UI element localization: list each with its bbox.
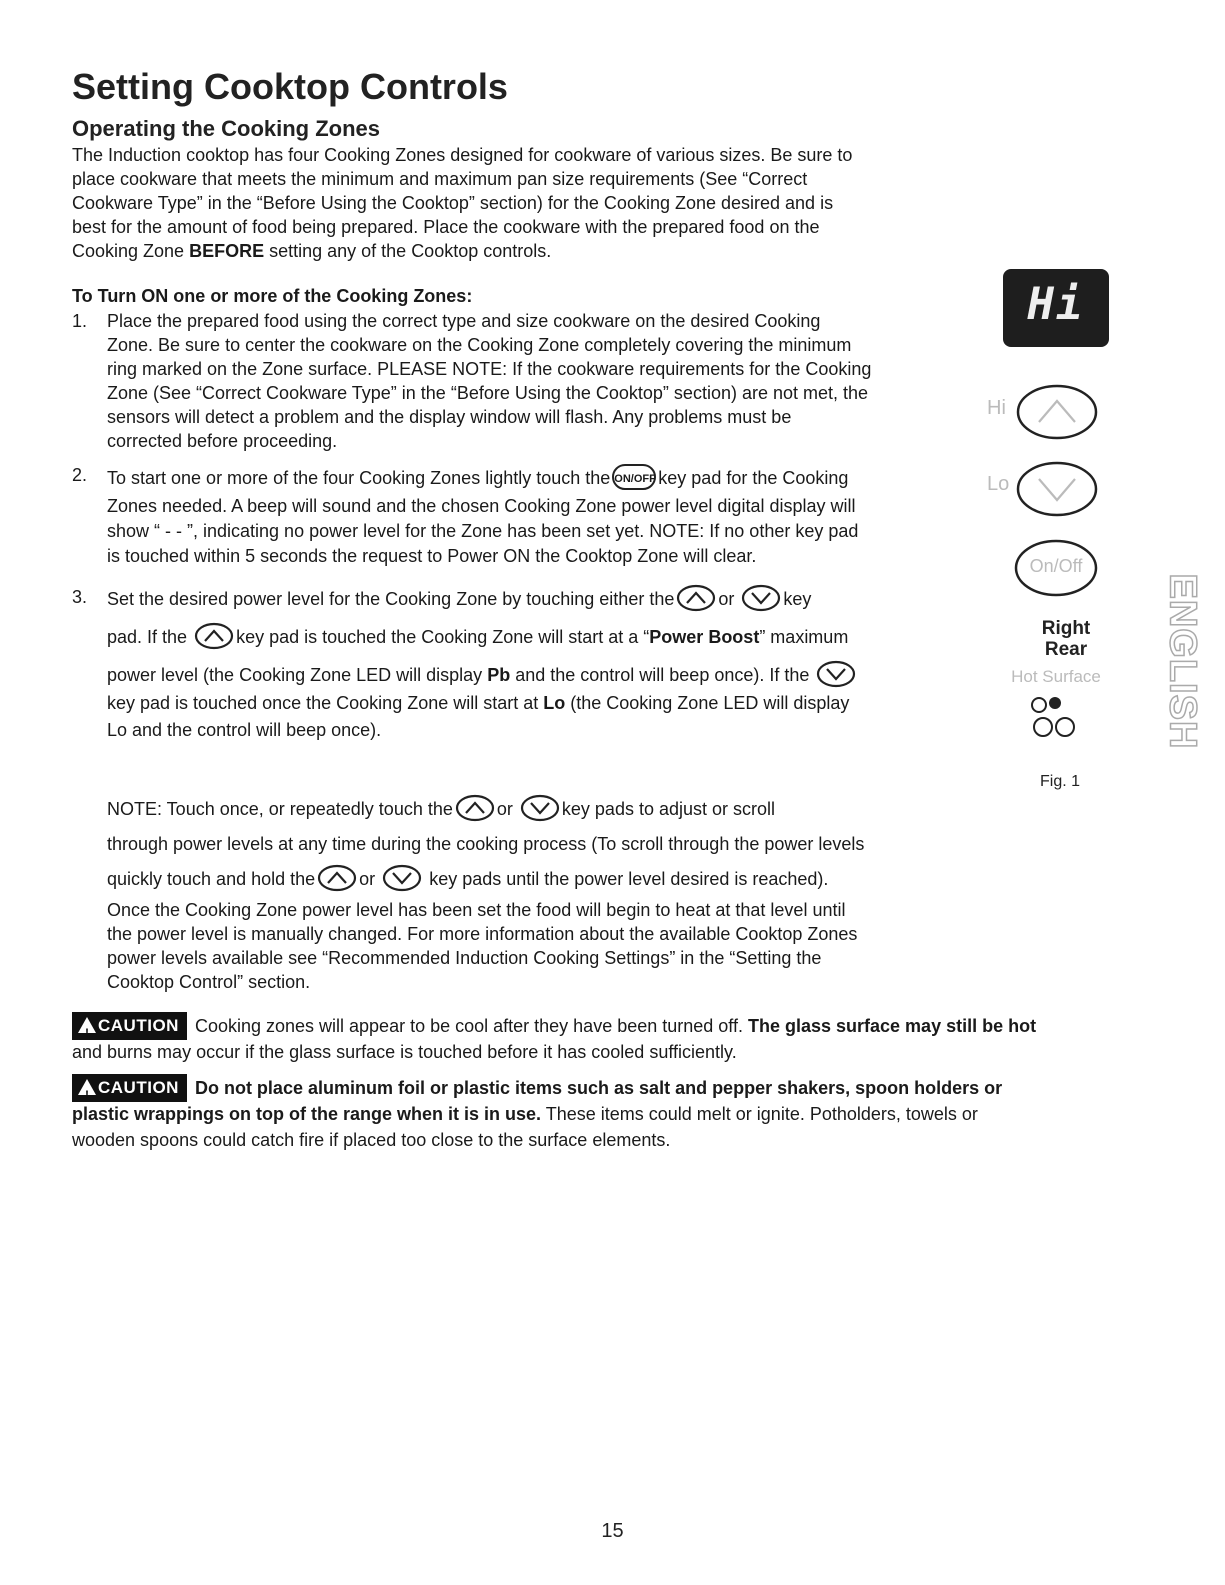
step-line: pad. If the key pad is touched the Cooking Zone will start at a “Power Boost” maximum bbox=[107, 618, 942, 656]
note-line: the power level is manually changed. For more information about the available Cooktop Zones bbox=[107, 924, 858, 944]
step-line: key pad is touched once the Cooking Zone will start at Lo (the Cooking Zone LED will display bbox=[107, 693, 850, 713]
zone-location-icon bbox=[1029, 693, 1077, 746]
down-arrow-key-icon bbox=[816, 660, 856, 688]
note-block bbox=[72, 790, 942, 990]
caution-badge: ! CAUTION bbox=[72, 1074, 187, 1102]
emphasis: The glass surface may still be hot bbox=[747, 1016, 1037, 1036]
display-readout: Hi bbox=[1027, 279, 1085, 330]
note-line: NOTE: Touch once, or repeatedly touch the or key pads to adjust or scroll bbox=[107, 790, 942, 828]
hi-label: Hi bbox=[987, 397, 1006, 419]
note-line: quickly touch and hold the or key pads until the power level desired is reached). bbox=[107, 860, 942, 898]
caution-line: plastic wrappings on top of the range when it is in use. These items could melt or ignite. Potholders, towels or bbox=[72, 1104, 978, 1124]
step-number: 3. bbox=[72, 587, 88, 607]
step-2 bbox=[72, 462, 942, 572]
hot-surface-label: Hot Surface bbox=[1011, 667, 1101, 686]
intro-line: Cooking Zone BEFORE setting any of the Cooktop controls. bbox=[72, 241, 552, 261]
caution-foil-plastic bbox=[72, 1075, 1152, 1153]
step-line: Zones needed. A beep will sound and the chosen Cooking Zone power level digital display will bbox=[107, 496, 856, 516]
figure-caption: Fig. 1 bbox=[1040, 773, 1081, 790]
down-arrow-button-icon bbox=[1015, 460, 1099, 523]
on-off-label: On/Off bbox=[1029, 556, 1083, 576]
zone-display bbox=[1003, 269, 1109, 347]
caution-line: wooden spoons could catch fire if placed too close to the surface elements. bbox=[72, 1130, 671, 1150]
page-number: 15 bbox=[601, 1520, 624, 1542]
emphasis: Pb bbox=[487, 665, 511, 685]
step-line: corrected before proceeding. bbox=[107, 431, 338, 451]
step-line: ring marked on the Zone surface. PLEASE NOTE: If the cookware requirements for the Cooking bbox=[107, 359, 872, 379]
caution-line: ! CAUTION Cooking zones will appear to be cool after they have been turned off. The glass surface may still be hot bbox=[72, 1013, 1152, 1039]
up-arrow-button-icon bbox=[1015, 383, 1099, 446]
up-arrow-key-icon bbox=[676, 584, 716, 612]
emphasis: Lo bbox=[543, 693, 566, 713]
warning-icon: ! bbox=[78, 1079, 96, 1095]
step-line: Lo and the control will beep once). bbox=[107, 720, 382, 740]
control-panel-figure bbox=[965, 265, 1135, 795]
caution-line bbox=[72, 1075, 1152, 1101]
step-number: 2. bbox=[72, 465, 88, 485]
step-line: Zone (See “Correct Cookware Type” in the “Before Using the Cooktop” section) are not met, the bbox=[107, 383, 869, 403]
note-line: power levels available see “Recommended Induction Cooking Settings” in the “Setting the bbox=[107, 948, 822, 968]
intro-paragraph bbox=[72, 143, 932, 263]
step-line: sensors will detect a problem and the display window will flash. Any problems must be bbox=[107, 407, 792, 427]
up-arrow-key-icon bbox=[317, 864, 357, 892]
down-arrow-key-icon bbox=[520, 794, 560, 822]
step-number: 1. bbox=[72, 311, 88, 331]
up-arrow-key-icon bbox=[455, 794, 495, 822]
step-line: To start one or more of the four Cooking Zones lightly touch the ON/OFF key pad for the Cooking bbox=[107, 462, 942, 494]
lo-label: Lo bbox=[987, 473, 1010, 495]
step-line: power level (the Cooking Zone LED will display Pb and the control will beep once). If the bbox=[107, 656, 942, 694]
up-arrow-key-icon bbox=[194, 622, 234, 650]
note-line: through power levels at any time during the cooking process (To scroll through the power levels bbox=[107, 834, 865, 854]
warning-icon: ! bbox=[78, 1017, 96, 1033]
note-line: Once the Cooking Zone power level has been set the food will begin to heat at that level until bbox=[107, 900, 846, 920]
step-line: is touched within 5 seconds the request to Power ON the Cooktop Zone will clear. bbox=[107, 546, 757, 566]
intro-line: The Induction cooktop has four Cooking Zones designed for cookware of various sizes. Be sure to bbox=[72, 145, 853, 165]
intro-line: Cookware Type” in the “Before Using the Cooktop” section) for the Cooking Zone desired and is bbox=[72, 193, 834, 213]
emphasis: Do not place aluminum foil or plastic items such as salt and pepper shakers, spoon holders or bbox=[194, 1078, 1003, 1098]
down-arrow-key-icon bbox=[382, 864, 422, 892]
intro-line: place cookware that meets the minimum and maximum pan size requirements (See “Correct bbox=[72, 169, 808, 189]
intro-line: best for the amount of food being prepared. Place the cookware with the prepared food on the bbox=[72, 217, 820, 237]
on-off-key-icon: ON/OFF bbox=[612, 464, 656, 490]
note-line: Cooktop Control” section. bbox=[107, 972, 311, 992]
step-line: Place the prepared food using the correct type and size cookware on the desired Cooking bbox=[107, 311, 821, 331]
language-side-tab: ENGLISH bbox=[1161, 573, 1204, 750]
section-title: Operating the Cooking Zones bbox=[72, 116, 381, 141]
caution-hot-surface bbox=[72, 1013, 1152, 1065]
page-title: Setting Cooktop Controls bbox=[72, 66, 508, 107]
step-line: show “ - - ”, indicating no power level for the Zone has been set yet. NOTE: If no other key pad bbox=[107, 521, 859, 541]
emphasis: BEFORE bbox=[189, 241, 265, 261]
caution-badge: ! CAUTION bbox=[72, 1012, 187, 1040]
step-line: Zone. Be sure to center the cookware on the Cooking Zone completely covering the minimum bbox=[107, 335, 852, 355]
emphasis: plastic wrappings on top of the range when it is in use. bbox=[72, 1104, 542, 1124]
down-arrow-key-icon bbox=[741, 584, 781, 612]
step-line: Set the desired power level for the Cooking Zone by touching either the or key bbox=[107, 580, 942, 618]
step-1 bbox=[72, 309, 942, 459]
zone-position-label: Right Rear bbox=[1041, 618, 1091, 660]
caution-line: and burns may occur if the glass surface is touched before it has cooled sufficiently. bbox=[72, 1042, 737, 1062]
emphasis: Power Boost bbox=[649, 627, 760, 647]
steps-heading: To Turn ON one or more of the Cooking Zones: bbox=[72, 286, 473, 306]
on-off-button-icon bbox=[1013, 538, 1099, 603]
step-3 bbox=[72, 580, 942, 770]
